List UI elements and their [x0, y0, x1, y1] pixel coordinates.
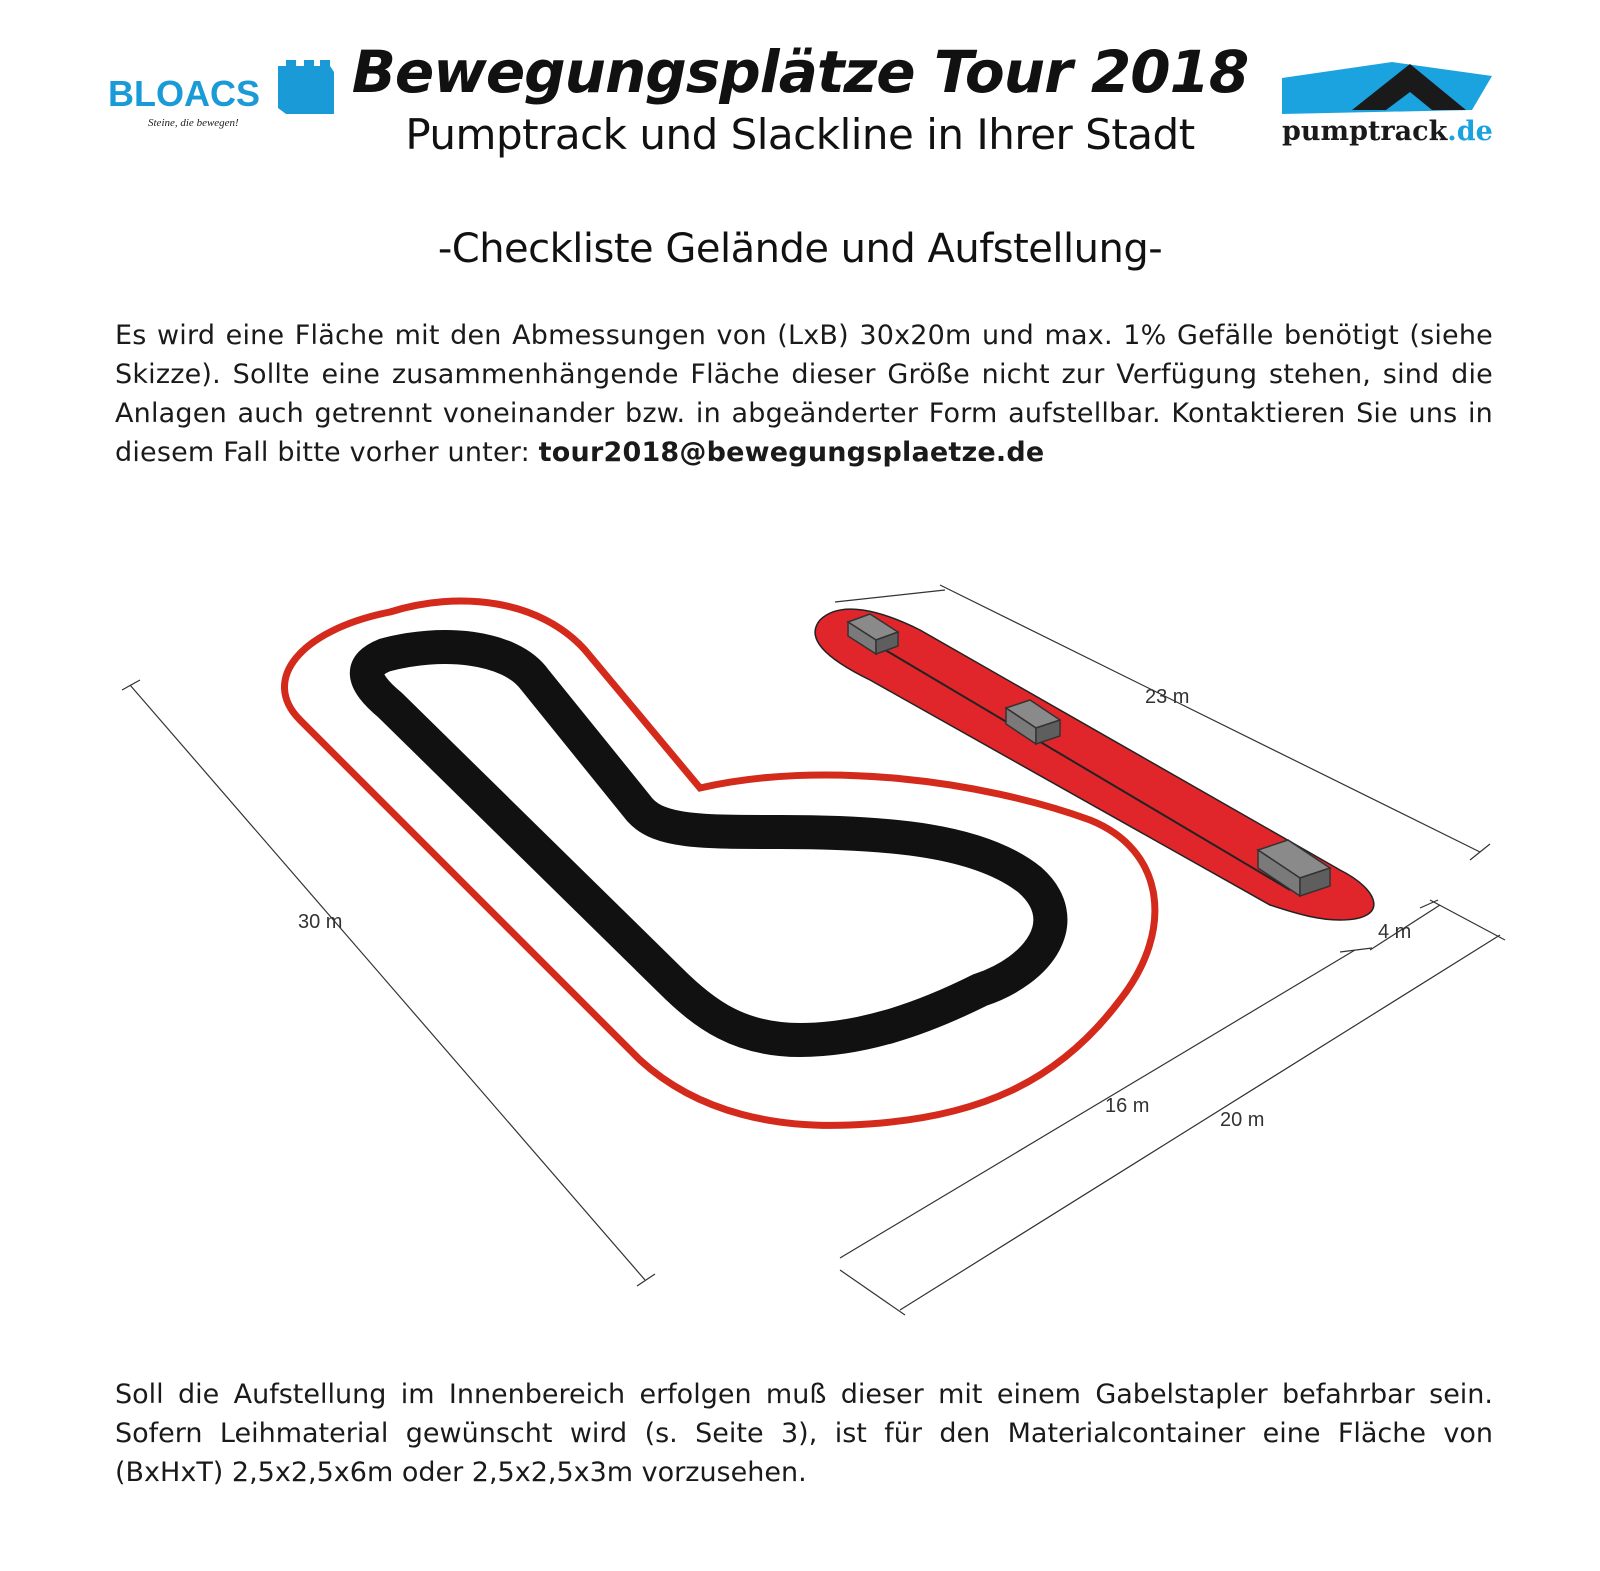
bloacs-wordmark: BLOACS — [108, 73, 260, 114]
contact-email: tour2018@bewegungsplaetze.de — [538, 437, 1045, 468]
dim-slackline-length: 23 m — [1145, 686, 1190, 708]
intro-paragraph — [115, 316, 1493, 472]
footer-paragraph — [115, 1375, 1493, 1492]
pumptrack-wordmark: pumptrack — [1282, 116, 1448, 147]
dim-slackline-width: 4 m — [1378, 921, 1412, 943]
site-sketch — [0, 570, 1600, 1350]
dim-pumptrack-width: 16 m — [1105, 1095, 1150, 1117]
intro-text: Es wird eine Fläche mit den Abmessungen von (LxB) 30x20m und max. 1% Gefälle benötigt (siehe Skizze). Sollte eine zusammenhängende Fläche dieser Größe nicht zur Verfügung stehen, sind die Anlagen auch getrennt voneinander bzw. in abgeänderter Form aufstellbar. Kontaktieren Sie uns in diesem Fall bitte vorher unter: — [115, 320, 1493, 468]
footer-line-3: (BxHxT) 2,5x2,5x6m oder 2,5x2,5x3m vorzusehen. — [115, 1457, 807, 1488]
dim-length: 30 m — [298, 911, 343, 933]
page-title: Bewegungsplätze Tour 2018 — [351, 38, 1249, 106]
page-subtitle: Pumptrack und Slackline in Ihrer Stadt — [405, 110, 1195, 159]
pumptrack-tld: .de — [1447, 116, 1493, 147]
footer-line-2: Sofern Leihmaterial gewünscht wird (s. Seite 3), ist für den Materialcontainer eine Fläche von — [115, 1418, 1493, 1449]
dim-total-width: 20 m — [1220, 1109, 1265, 1131]
footer-line-1: Soll die Aufstellung im Innenbereich erfolgen muß dieser mit einem Gabelstapler befahrbar sein. — [115, 1379, 1493, 1410]
bloacs-slogan: Steine, die bewegen! — [148, 117, 239, 129]
section-title: -Checkliste Gelände und Aufstellung- — [437, 226, 1163, 272]
